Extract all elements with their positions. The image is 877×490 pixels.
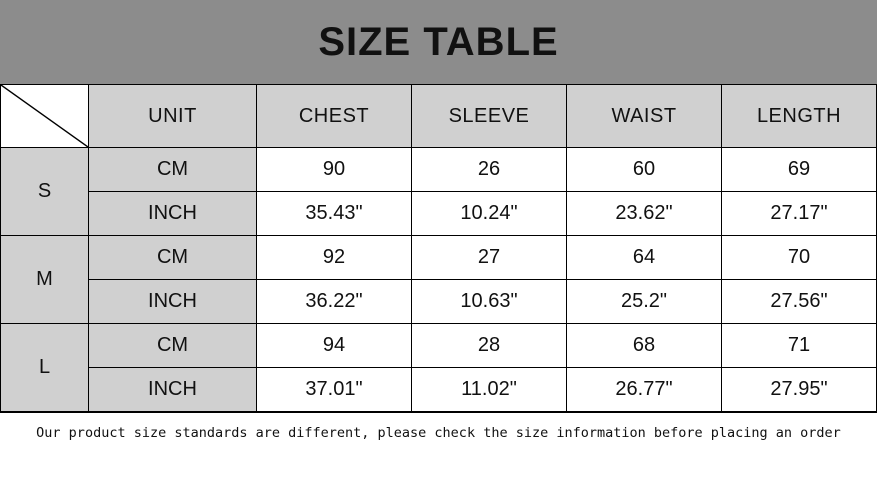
unit-label-l-cm: CM — [89, 324, 257, 368]
value-s-cm-sleeve: 26 — [412, 148, 567, 192]
unit-label-s-cm: CM — [89, 148, 257, 192]
table-row — [1, 368, 877, 412]
corner-diagonal-cell — [1, 85, 89, 148]
unit-label-m-inch: INCH — [89, 280, 257, 324]
value-m-cm-chest: 92 — [257, 236, 412, 280]
header-length: LENGTH — [722, 85, 877, 148]
unit-label-m-cm: CM — [89, 236, 257, 280]
title-bar — [0, 0, 877, 84]
value-m-inch-waist: 25.2" — [567, 280, 722, 324]
size-table — [0, 84, 877, 412]
value-l-cm-length: 71 — [722, 324, 877, 368]
unit-label-s-inch: INCH — [89, 192, 257, 236]
value-l-inch-waist: 26.77" — [567, 368, 722, 412]
table-row — [1, 324, 877, 368]
value-l-inch-sleeve: 11.02" — [412, 368, 567, 412]
table-row — [1, 280, 877, 324]
size-label-s: S — [1, 148, 89, 236]
value-s-cm-waist: 60 — [567, 148, 722, 192]
value-l-cm-waist: 68 — [567, 324, 722, 368]
value-s-inch-sleeve: 10.24" — [412, 192, 567, 236]
table-row — [1, 236, 877, 280]
value-m-cm-waist: 64 — [567, 236, 722, 280]
footer-note-text: Our product size standards are different, please check the size information before placing an order — [36, 425, 841, 441]
size-label-l: L — [1, 324, 89, 412]
value-l-inch-chest: 37.01" — [257, 368, 412, 412]
value-m-cm-length: 70 — [722, 236, 877, 280]
value-l-inch-length: 27.95" — [722, 368, 877, 412]
value-s-inch-waist: 23.62" — [567, 192, 722, 236]
table-row — [1, 192, 877, 236]
footer-note — [0, 412, 877, 484]
value-s-cm-chest: 90 — [257, 148, 412, 192]
table-header-row — [1, 85, 877, 148]
unit-label-l-inch: INCH — [89, 368, 257, 412]
bottom-strip — [0, 484, 877, 490]
value-m-inch-sleeve: 10.63" — [412, 280, 567, 324]
size-label-m: M — [1, 236, 89, 324]
value-l-cm-chest: 94 — [257, 324, 412, 368]
header-chest: CHEST — [257, 85, 412, 148]
value-m-cm-sleeve: 27 — [412, 236, 567, 280]
header-sleeve: SLEEVE — [412, 85, 567, 148]
value-s-cm-length: 69 — [722, 148, 877, 192]
value-m-inch-length: 27.56" — [722, 280, 877, 324]
value-m-inch-chest: 36.22" — [257, 280, 412, 324]
diagonal-line-icon — [1, 85, 88, 147]
header-unit: UNIT — [89, 85, 257, 148]
page-title: SIZE TABLE — [318, 19, 559, 64]
table-row — [1, 148, 877, 192]
value-s-inch-chest: 35.43" — [257, 192, 412, 236]
value-l-cm-sleeve: 28 — [412, 324, 567, 368]
header-waist: WAIST — [567, 85, 722, 148]
value-s-inch-length: 27.17" — [722, 192, 877, 236]
